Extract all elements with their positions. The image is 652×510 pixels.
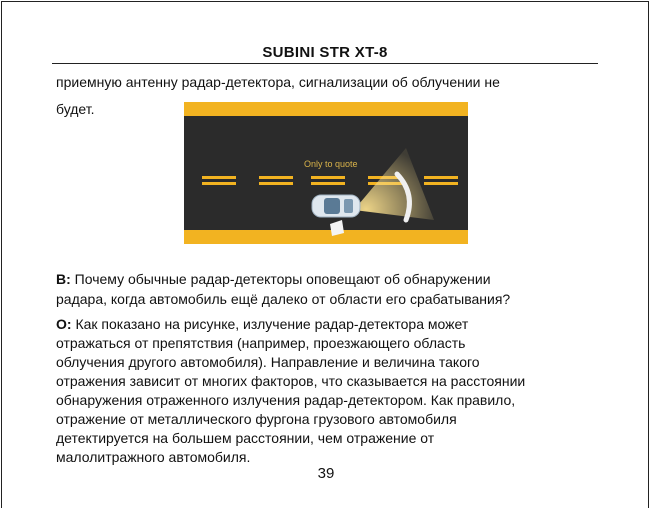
road-illustration [184,102,468,244]
answer-line-4: отражения зависит от многих факторов, что сказывается на расстоянии [56,373,526,389]
answer-text-1: Как показано на рисунке, излучение радар-детектора может [75,316,469,332]
answer-line-7: детектируется на большем расстоянии, чем отражение от [56,430,435,446]
answer-line-1 [56,316,468,333]
answer-line-8: малолитражного автомобиля. [56,449,251,465]
document-title: SUBINI STR XT-8 [262,44,388,61]
answer-line-2: отражаться от препятствия (например, проезжающего область [56,335,466,351]
question-label: В: [56,271,71,287]
road-edge-bottom [184,230,468,244]
answer-line-6: отражение от металлического фургона грузового автомобиля [56,411,457,427]
image-caption: Only to quote [304,159,358,169]
question-line-1 [56,271,491,288]
question-text-1: Почему обычные радар-детекторы оповещают об обнаружении [74,271,491,287]
intro-line-1: приемную антенну радар-детектора, сигнализации об облучении не [56,74,500,90]
answer-label: О: [56,316,72,332]
car-icon [312,195,360,217]
answer-line-3: облучения другого автомобиля). Направление и величина такого [56,354,480,370]
header-rule [52,63,598,64]
question-line-2: радара, когда автомобиль ещё далеко от области его срабатывания? [56,291,511,307]
answer-line-5: обнаружения отраженного излучения радар-детектором. Как правило, [56,392,516,408]
road-edge-top [184,102,468,116]
page-number: 39 [317,465,335,482]
intro-line-2: будет. [56,101,95,117]
